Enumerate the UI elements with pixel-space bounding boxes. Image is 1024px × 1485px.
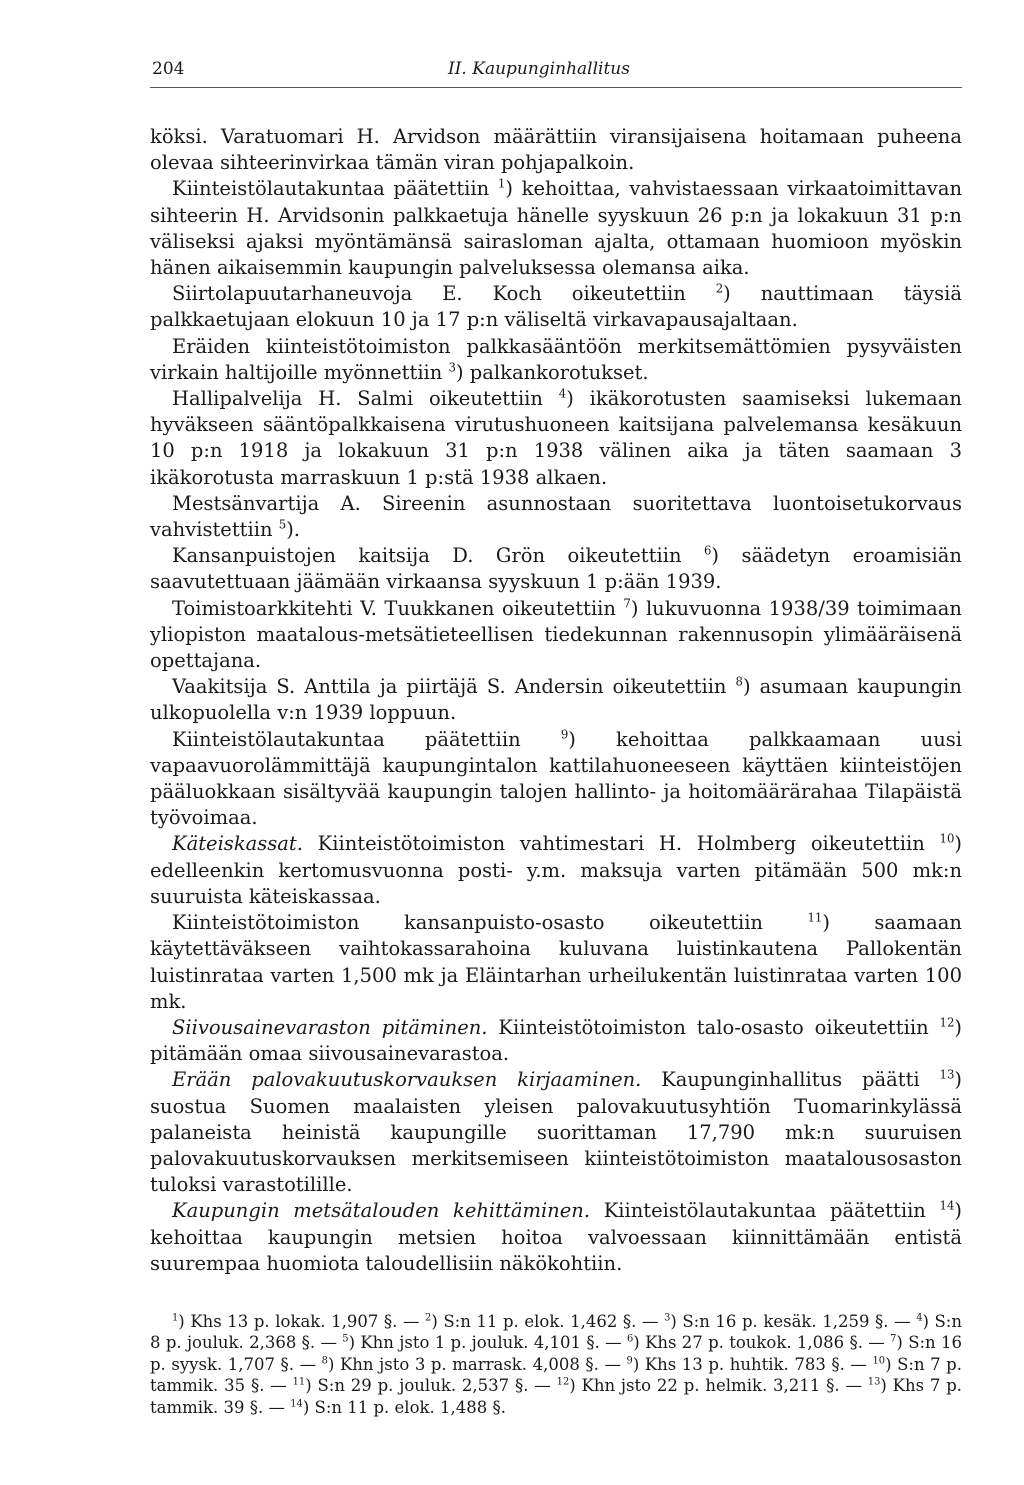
- footnote-text: Khn jsto 22 p. helmik. 3,211 §. —: [581, 1376, 868, 1396]
- paragraph: [150, 1015, 962, 1067]
- footnote-number: 10: [872, 1355, 886, 1367]
- footnote-number: 13: [867, 1376, 881, 1388]
- footnote-text: Khn jsto 3 p. marrask. 4,008 §. —: [339, 1354, 627, 1374]
- footnote-text: S:n 7 p. tammik. 35 §. —: [150, 1354, 962, 1396]
- text-run: Eräiden kiinteistötoimiston palkkasääntöön merkitsemättömien pysyväisten virkain haltijoille myönnettiin: [150, 334, 962, 384]
- text-run: ).: [286, 518, 300, 542]
- footnote-text: S:n 16 p. syysk. 1,707 §. —: [150, 1333, 962, 1374]
- text-run: ) suostua Suomen maalaisten yleisen palovakuutusyhtiön Tuomarinkylässä palaneista heinistä kaupungille suorittaman 17,790 mk:n suuruisen palovakuutuskorvauksen merkitsemiseen kiinteistötoimiston maatalousosaston tuloksi varastotilille.: [150, 1068, 962, 1197]
- footnote-number: 5: [342, 1333, 349, 1345]
- paragraph: [150, 1067, 962, 1198]
- footnote-ref: 9: [560, 727, 569, 742]
- footnote-ref: 5: [278, 517, 287, 532]
- paragraph: [150, 727, 962, 832]
- text-run: Vaakitsija S. Anttila ja piirtäjä S. Andersin oikeutettiin: [172, 675, 736, 699]
- footnote-text: S:n 16 p. kesäk. 1,259 §. —: [682, 1311, 917, 1331]
- section-heading: Kaupungin metsätalouden kehittäminen.: [172, 1199, 591, 1223]
- text-run: Kaupunginhallitus päätti: [641, 1068, 940, 1092]
- footnote-text: Khs 13 p. huhtik. 783 §. —: [644, 1354, 873, 1374]
- text-run: ) pitämään omaa siivousainevarastoa.: [150, 1015, 963, 1066]
- footnote-ref: 1: [497, 176, 506, 191]
- footnote-ref: 2: [715, 281, 724, 296]
- footnote-number: 6: [627, 1333, 634, 1345]
- footnote-number: 14: [290, 1398, 303, 1410]
- footnote-number: 3: [664, 1312, 671, 1324]
- text-run: ) säädetyn eroamisiän saavutettuaan jäämään virkaansa syyskuun 1 p:ään 1939.: [150, 544, 962, 594]
- footnote-ref: 13: [939, 1067, 955, 1082]
- footnote-block: $^1$) Khs 13 p. lokak. 1,907 §. — $^2$) S:n 11 p. elok. 1,462 §. — $^3$) S:n 16 p. kesäk. 1,259 §. — $^4$) S:n 8 p. jouluk. 2,368 §. — $^5$) Khn jsto 1 p. jouluk. 4,101 §. — $^6$) Khs 27 p. toukok. 1,086 §. — $^7$) S:n 16 p. syysk. 1,707 §. — $^8$) Khn jsto 3 p. marrask. 4,008 §. — $^9$) Khs 13 p. huhtik. 783 §. — $^{10}$) S:n 7 p. tammik. 35 §. — $^{11}$) S:n 29 p. jouluk. 2,537 §. — $^{12}$) Khn jsto 22 p. helmik. 3,211 §. — $^{13}$) Khs 7 p. tammik. 39 §. — $^{14}$) S:n 11 p. elok. 1,488 §.: [150, 1311, 963, 1417]
- footnote-ref: 8: [735, 674, 743, 689]
- section-heading: Erään palovakuutuskorvauksen kirjaaminen.: [172, 1068, 642, 1092]
- footnote-ref: 10: [939, 831, 955, 846]
- paragraph: [150, 334, 962, 386]
- footnote-number: 2: [425, 1312, 432, 1324]
- paragraph: [150, 386, 962, 491]
- footnote-ref: 6: [703, 543, 712, 558]
- paragraph: [150, 910, 962, 1015]
- text-run: Kiinteistötoimiston kansanpuisto-osasto oikeutettiin: [172, 911, 808, 935]
- footnote-ref: 11: [807, 910, 823, 925]
- text-run: ) kehoittaa, vahvistaessaan virkaatoimittavan sihteerin H. Arvidsonin palkkaetuja hänelle syyskuun 26 p:n ja lokakuun 31 p:n väliseksi ajaksi myöntämänsä sairasloman ajalta, ottamaan huomioon myöskin hänen aikaisemmin kaupungin palveluksessa olemansa aika.: [150, 177, 963, 280]
- paragraph: [150, 491, 962, 543]
- footnote-text: Khn jsto 1 p. jouluk. 4,101 §. —: [360, 1333, 627, 1353]
- footnote-text: Khs 7 p. tammik. 39 §. —: [150, 1376, 963, 1417]
- paragraph: [150, 674, 962, 726]
- text-run: Kiinteistölautakuntaa päätettiin: [172, 177, 498, 201]
- text-run: Toimistoarkkitehti V. Tuukkanen oikeutettiin: [172, 596, 624, 620]
- section-heading: Käteiskassat.: [172, 832, 303, 856]
- text-run: Kiinteistölautakuntaa päätettiin: [590, 1199, 940, 1223]
- footnote-number: 4: [916, 1312, 923, 1324]
- footnote-text: Khs 13 p. lokak. 1,907 §. —: [190, 1311, 426, 1331]
- paragraph: [150, 596, 962, 675]
- footnotes: [150, 1311, 962, 1419]
- text-run: ) edelleenkin kertomusvuonna posti- y.m. maksuja varten pitämään 500 mk:n suuruista käteiskassaa.: [150, 832, 962, 908]
- footnote-ref: 4: [558, 386, 567, 401]
- page-header: [150, 55, 962, 88]
- footnote-text: S:n 11 p. elok. 1,462 §. —: [443, 1311, 665, 1331]
- text-run: köksi. Varatuomari H. Arvidson määrättiin viransijaisena hoitamaan puheena olevaa sihteerinvirkaa tämän viran pohjapalkoin.: [150, 125, 962, 175]
- paragraph: [150, 176, 962, 281]
- footnote-number: 1: [172, 1312, 179, 1324]
- text-run: Siirtolapuutarhaneuvoja E. Koch oikeutettiin: [172, 282, 716, 306]
- paragraph: [150, 543, 962, 595]
- footnote-ref: 12: [939, 1015, 955, 1030]
- text-run: ) asumaan kaupungin ulkopuolella v:n 1939 loppuun.: [150, 675, 962, 725]
- text-run: Kiinteistölautakuntaa päätettiin: [172, 727, 561, 751]
- footnote-text: S:n 8 p. jouluk. 2,368 §. —: [150, 1311, 962, 1353]
- text-run: Kansanpuistojen kaitsija D. Grön oikeutettiin: [172, 544, 704, 568]
- text-run: ) palkankorotukset.: [455, 360, 649, 384]
- text-run: Hallipalvelija H. Salmi oikeutettiin: [172, 387, 559, 411]
- footnote-number: 9: [626, 1355, 633, 1367]
- paragraph: [150, 1198, 962, 1277]
- text-run: ) lukuvuonna 1938/39 toimimaan yliopiston maatalous-metsätieteellisen tiedekunnan rakennusopin ylimääräisenä opettajana.: [150, 596, 962, 673]
- footnote-ref: 14: [939, 1198, 955, 1213]
- footnote-ref: 3: [448, 360, 456, 375]
- paragraph: [150, 281, 962, 333]
- text-run: Kiinteistötoimiston talo-osasto oikeutettiin: [487, 1015, 940, 1039]
- footnote-number: 11: [292, 1376, 306, 1388]
- text-run: ) saamaan käytettäväkseen vaihtokassarahoina kuluvana luistinkautena Pallokentän luistinrataa varten 1,500 mk ja Eläintarhan urheilukentän luistinrataa varten 100 mk.: [150, 911, 962, 1013]
- footnote-text: S:n 11 p. elok. 1,488 §.: [314, 1397, 506, 1417]
- footnote-number: 12: [556, 1376, 570, 1388]
- footnote-ref: 7: [623, 596, 631, 611]
- page-number: 204: [152, 59, 185, 79]
- section-heading: Siivousainevaraston pitäminen.: [172, 1015, 488, 1039]
- text-run: Mestsänvartija A. Sireenin asunnostaan suoritettava luontoisetukorvaus vahvistettiin: [150, 491, 962, 542]
- paragraph: [150, 124, 962, 176]
- footnote-number: 8: [321, 1355, 328, 1367]
- running-head: II. Kaupunginhallitus: [448, 59, 630, 79]
- footnote-number: 7: [890, 1333, 897, 1345]
- footnote-text: S:n 29 p. jouluk. 2,537 §. —: [317, 1376, 557, 1396]
- paragraph: [150, 831, 962, 910]
- footnote-text: Khs 27 p. toukok. 1,086 §. —: [645, 1333, 891, 1353]
- text-run: ) kehoittaa palkkaamaan uusi vapaavuorolämmittäjä kaupungintalon kattilahuoneeseen käyttäen kiinteistöjen pääluokkaan sisältyvää kaupungin talojen hallinto- ja hoitomäärärahaa Tilapäistä työvoimaa.: [150, 727, 962, 830]
- text-run: ) ikäkorotusten saamiseksi lukemaan hyväkseen sääntöpalkkaisena virutushuoneen kaitsijana palvelemansa kesäkuun 10 p:n 1918 ja lokakuun 31 p:n 1938 välinen aika ja täten saamaan 3 ikäkorotusta marraskuun 1 p:stä 1938 alkaen.: [150, 387, 962, 489]
- body-text: [150, 124, 962, 1277]
- text-run: ) kehoittaa kaupungin metsien hoitoa valvoessaan kiinnittämään entistä suurempaa huomiota taloudellisiin näkökohtiin.: [150, 1199, 962, 1275]
- text-run: Kiinteistötoimiston vahtimestari H. Holmberg oikeutettiin: [302, 832, 940, 856]
- text-run: ) nauttimaan täysiä palkkaetujaan elokuun 10 ja 17 p:n väliseltä virkavapausajaltaan.: [150, 282, 962, 332]
